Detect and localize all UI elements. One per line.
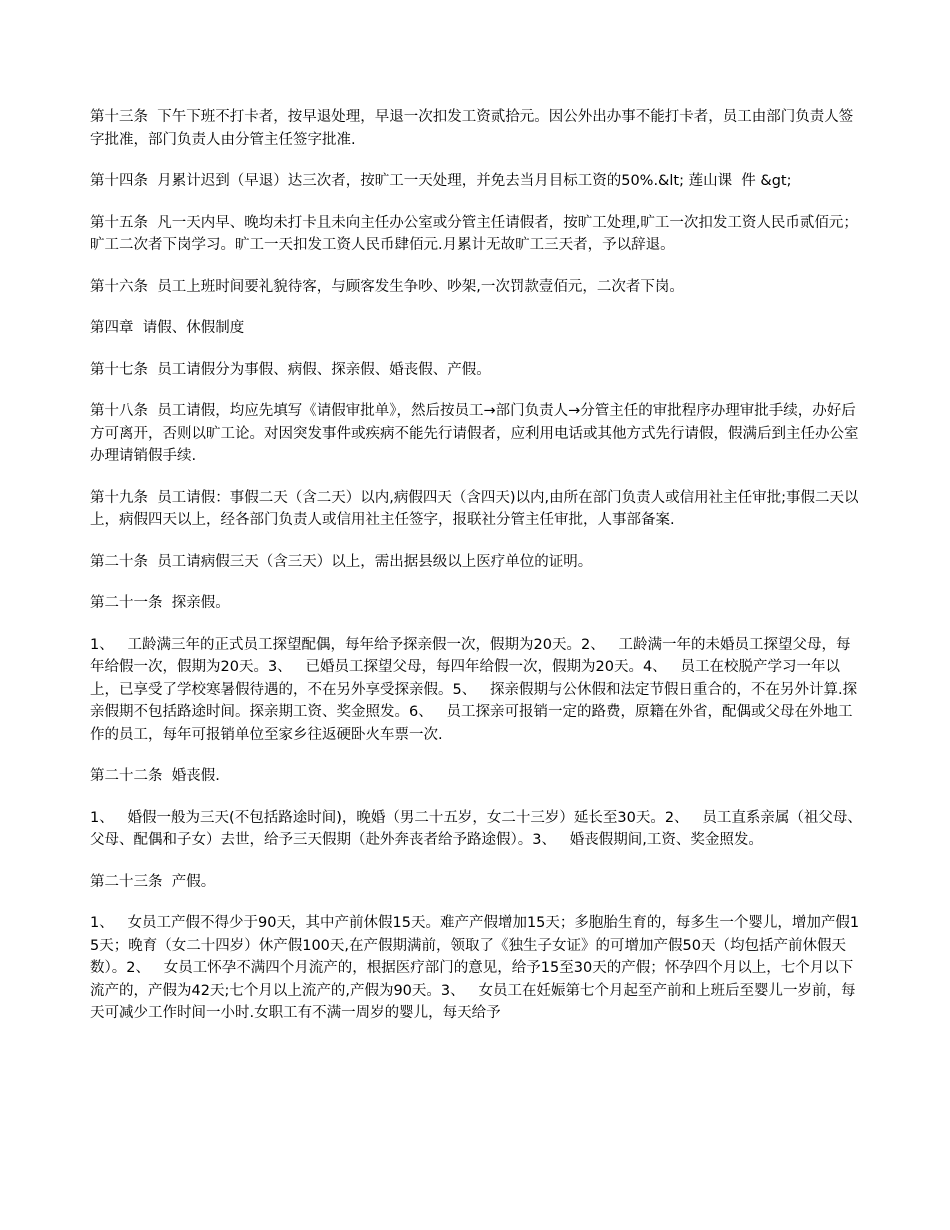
maternity-leave-items: 1、 女员工产假不得少于90天，其中产前休假15天。难产产假增加15天；多胞胎生育的，每多生一个婴儿，增加产假15天；晚育（女二十四岁）休产假100天,在产假期满前，领取了《独生子女证》的可增加产假50天（均包括产前休假天数）。2、 女员工怀孕不满四个月流产的，根据医疗部门的意见，给予15至30天的产假；怀孕四个月以上，七个月以下流产的，产假为42天;七个月以上流产的,产假为90天。3、 女员工在妊娠第七个月起至产前和上班后至婴儿一岁前，每天可减少工作时间一小时.女职工有不满一周岁的婴儿，每天给予 (90, 915, 860, 1021)
article-22-heading: 第二十二条 婚丧假. (90, 768, 220, 784)
article-14-paragraph: 第十四条 月累计迟到（早退）达三次者，按旷工一天处理，并免去当月目标工资的50%.&lt; 莲山课 件 &gt; (90, 173, 792, 189)
marriage-funeral-leave-items: 1、 婚假一般为三天(不包括路途时间)，晚婚（男二十五岁，女二十三岁）延长至30天。2、 员工直系亲属（祖父母、父母、配偶和子女）去世，给予三天假期（赴外奔丧者给予路途假）。3、 婚丧假期间,工资、奖金照发。 (90, 809, 862, 848)
chapter-4-heading: 第四章 请假、休假制度 (90, 320, 245, 336)
article-13-paragraph: 第十三条 下午下班不打卡者，按早退处理，早退一次扣发工资贰拾元。因公外出办事不能打卡者，员工由部门负责人签字批准，部门负责人由分管主任签字批准. (90, 109, 854, 148)
document-body (90, 106, 862, 1044)
article-17-paragraph: 第十七条 员工请假分为事假、病假、探亲假、婚丧假、产假。 (90, 361, 491, 378)
article-21-heading: 第二十一条 探亲假。 (90, 595, 230, 611)
article-16-paragraph: 第十六条 员工上班时间要礼貌待客，与顾客发生争吵、吵架,一次罚款壹佰元，二次者下岗。 (90, 278, 684, 295)
article-19-paragraph: 第十九条 员工请假：事假二天（含二天）以内,病假四天（含四天)以内,由所在部门负责人或信用社主任审批;事假二天以上，病假四天以上，经各部门负责人或信用社主任签字，报联社分管主任审批，人事部备案. (90, 489, 859, 528)
home-leave-items: 1、 工龄满三年的正式员工探望配偶，每年给予探亲假一次，假期为20天。2、 工龄满一年的未婚员工探望父母，每年给假一次，假期为20天。3、 已婚员工探望父母，每四年给假一次，假期为20天。4、 员工在校脱产学习一年以上，已享受了学校寒暑假待遇的，不在另外享受探亲假。5、 探亲假期与公休假和法定节假日重合的，不在另外计算.探亲假期不包括路途时间。探亲期工资、奖金照发。6、 员工探亲可报销一定的路费，原籍在外省，配偶或父母在外地工作的员工，每年可报销单位至家乡往返硬卧火车票一次. (90, 636, 858, 743)
article-23-heading: 第二十三条 产假。 (90, 873, 216, 890)
article-15-paragraph: 第十五条 凡一天内早、晚均未打卡且未向主任办公室或分管主任请假者，按旷工处理,旷工一次扣发工资人民币贰佰元；旷工二次者下岗学习。旷工一天扣发工资人民币肆佰元.月累计无故旷工三天者，予以辞退。 (90, 214, 858, 253)
article-20-paragraph: 第二十条 员工请病假三天（含三天）以上，需出据县级以上医疗单位的证明。 (90, 553, 593, 570)
article-18-paragraph: 第十八条 员工请假，均应先填写《请假审批单》，然后按员工→部门负责人→分管主任的审批程序办理审批手续，办好后方可离开，否则以旷工论。对因突发事件或疾病不能先行请假者，应利用电话或其他方式先行请假，假满后到主任办公室办理请销假手续. (90, 403, 859, 464)
